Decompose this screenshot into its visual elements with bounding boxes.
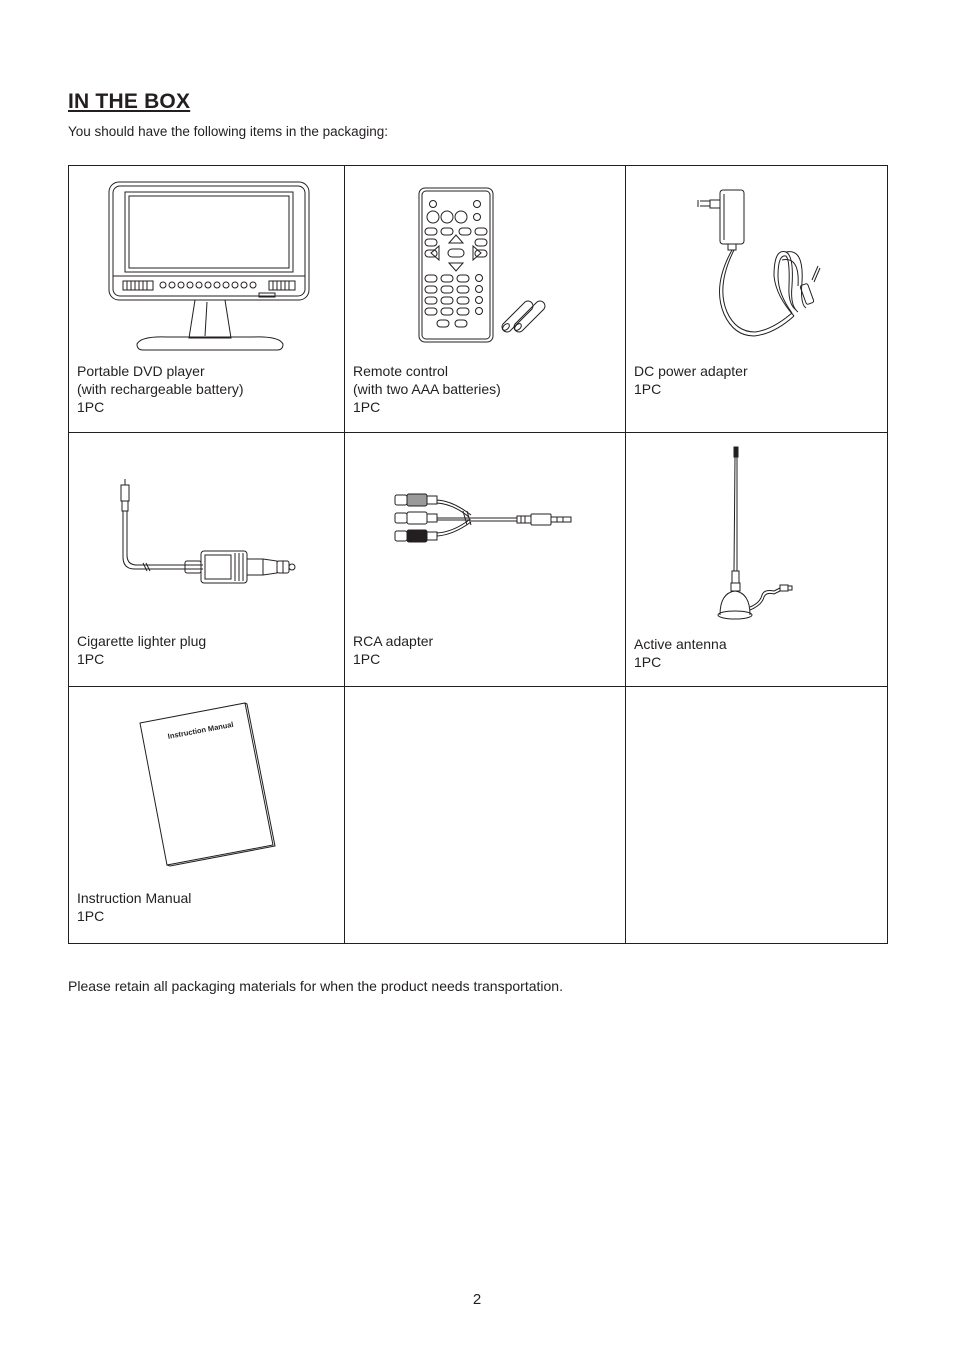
item-caption xyxy=(634,362,748,398)
item-quantity: 1PC xyxy=(634,654,662,670)
item-caption xyxy=(634,635,727,671)
item-detail: (with rechargeable battery) xyxy=(77,381,244,397)
footer-note: Please retain all packaging materials for when the product needs transportation. xyxy=(68,978,563,994)
item-name: RCA adapter xyxy=(353,633,434,649)
power-adapter-icon xyxy=(694,186,830,346)
intro-text: You should have the following items in the packaging: xyxy=(68,124,388,139)
item-caption xyxy=(353,632,433,668)
item-caption xyxy=(77,889,191,925)
item-cell-rca-cable xyxy=(345,433,626,687)
item-caption xyxy=(353,362,501,416)
empty-cell xyxy=(626,687,888,944)
item-caption xyxy=(77,632,206,668)
item-quantity: 1PC xyxy=(634,381,662,397)
item-cell-remote-control xyxy=(345,166,626,433)
item-cell-antenna xyxy=(626,433,888,687)
item-name: Active antenna xyxy=(634,636,727,652)
item-quantity: 1PC xyxy=(77,908,105,924)
page-title: IN THE BOX xyxy=(68,90,191,113)
item-caption xyxy=(77,362,244,416)
item-detail: (with two AAA batteries) xyxy=(353,381,501,397)
item-cell-dvd-player xyxy=(69,166,345,433)
antenna-icon xyxy=(700,445,800,625)
rca-cable-icon xyxy=(391,489,581,551)
item-cell-manual xyxy=(69,687,345,944)
item-name: Remote control xyxy=(353,363,448,379)
car-plug-icon xyxy=(113,477,303,593)
item-quantity: 1PC xyxy=(77,651,105,667)
page-number: 2 xyxy=(472,1291,482,1308)
item-name: DC power adapter xyxy=(634,363,748,379)
item-name: Cigarette lighter plug xyxy=(77,633,207,649)
item-cell-power-adapter xyxy=(626,166,888,433)
item-cell-car-plug xyxy=(69,433,345,687)
manual-cover-text: Instruction Manual xyxy=(167,719,235,741)
item-quantity: 1PC xyxy=(353,651,381,667)
item-quantity: 1PC xyxy=(77,399,105,415)
remote-control-icon xyxy=(417,186,553,346)
item-quantity: 1PC xyxy=(353,399,381,415)
empty-cell xyxy=(345,687,626,944)
item-name: Instruction Manual xyxy=(77,890,192,906)
item-name: Portable DVD player xyxy=(77,363,205,379)
dvd-player-icon xyxy=(107,180,313,354)
contents-table xyxy=(68,165,888,944)
